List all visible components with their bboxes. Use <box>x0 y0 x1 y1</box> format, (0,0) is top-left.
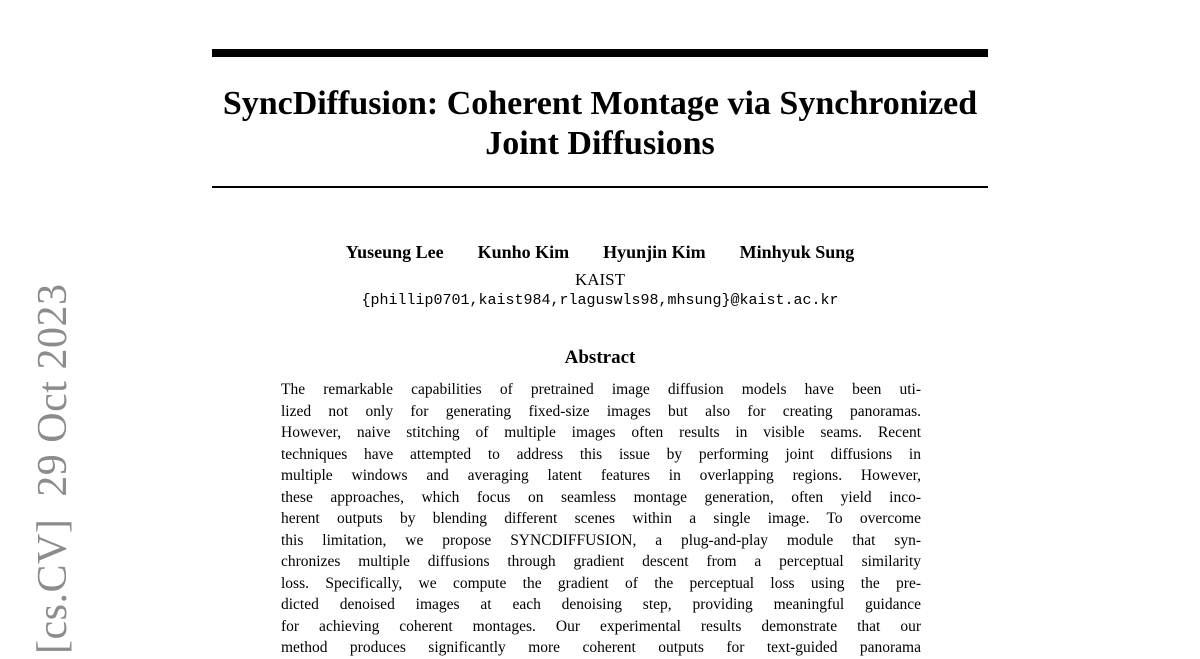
abstract-line: method produces significantly more coherent outputs for text-guided panorama <box>281 639 921 656</box>
abstract-line: However, naive stitching of multiple images often results in visible seams. Recent <box>281 424 921 441</box>
paper-title-line-1: SyncDiffusion: Coherent Montage via Synchronized <box>222 85 978 122</box>
abstract-line: dicted denoised images at each denoising step, providing meaningful guidance <box>281 596 921 613</box>
abstract-line: techniques have attempted to address this issue by performing joint diffusions in <box>281 445 921 463</box>
author-name-4: Minhyuk Sung <box>739 242 855 262</box>
abstract-line: chronizes multiple diffusions through gradient descent from a perceptual similarity <box>281 553 921 570</box>
title-rule-top <box>212 49 988 57</box>
abstract-line: for achieving coherent montages. Our experimental results demonstrate that our <box>281 617 921 635</box>
abstract-heading: Abstract <box>564 347 636 368</box>
abstract-line: this limitation, we propose SYNCDIFFUSION, a plug-and-play module that syn- <box>281 531 921 549</box>
abstract-line: loss. Specifically, we compute the gradient of the perceptual loss using the pre- <box>281 574 921 592</box>
abstract-line: these approaches, which focus on seamless montage generation, often yield inco- <box>281 488 921 506</box>
abstract-line: herent outputs by blending different scenes within a single image. To overcome <box>281 510 921 527</box>
author-name-2: Kunho Kim <box>477 242 570 262</box>
title-rule-bottom <box>212 186 988 188</box>
author-list <box>200 241 1000 263</box>
paper-title-line-2: Joint Diffusions <box>485 125 715 162</box>
author-emails: {phillip0701,kaist984,rlaguswls98,mhsung}@kaist.ac.kr <box>361 292 839 309</box>
arxiv-category-date-stamp: [cs.CV] 29 Oct 2023 <box>30 283 76 654</box>
abstract-line: The remarkable capabilities of pretrained image diffusion models have been uti- <box>281 381 921 398</box>
abstract-line: multiple windows and averaging latent features in overlapping regions. However, <box>281 467 921 484</box>
abstract-text <box>281 379 921 659</box>
paper-title <box>100 84 1100 164</box>
author-name-3: Hyunjin Kim <box>603 242 706 262</box>
affiliation: KAIST <box>574 270 626 289</box>
author-name-1: Yuseung Lee <box>345 242 444 262</box>
abstract-line: lized not only for generating fixed-size images but also for creating panoramas. <box>281 402 921 420</box>
